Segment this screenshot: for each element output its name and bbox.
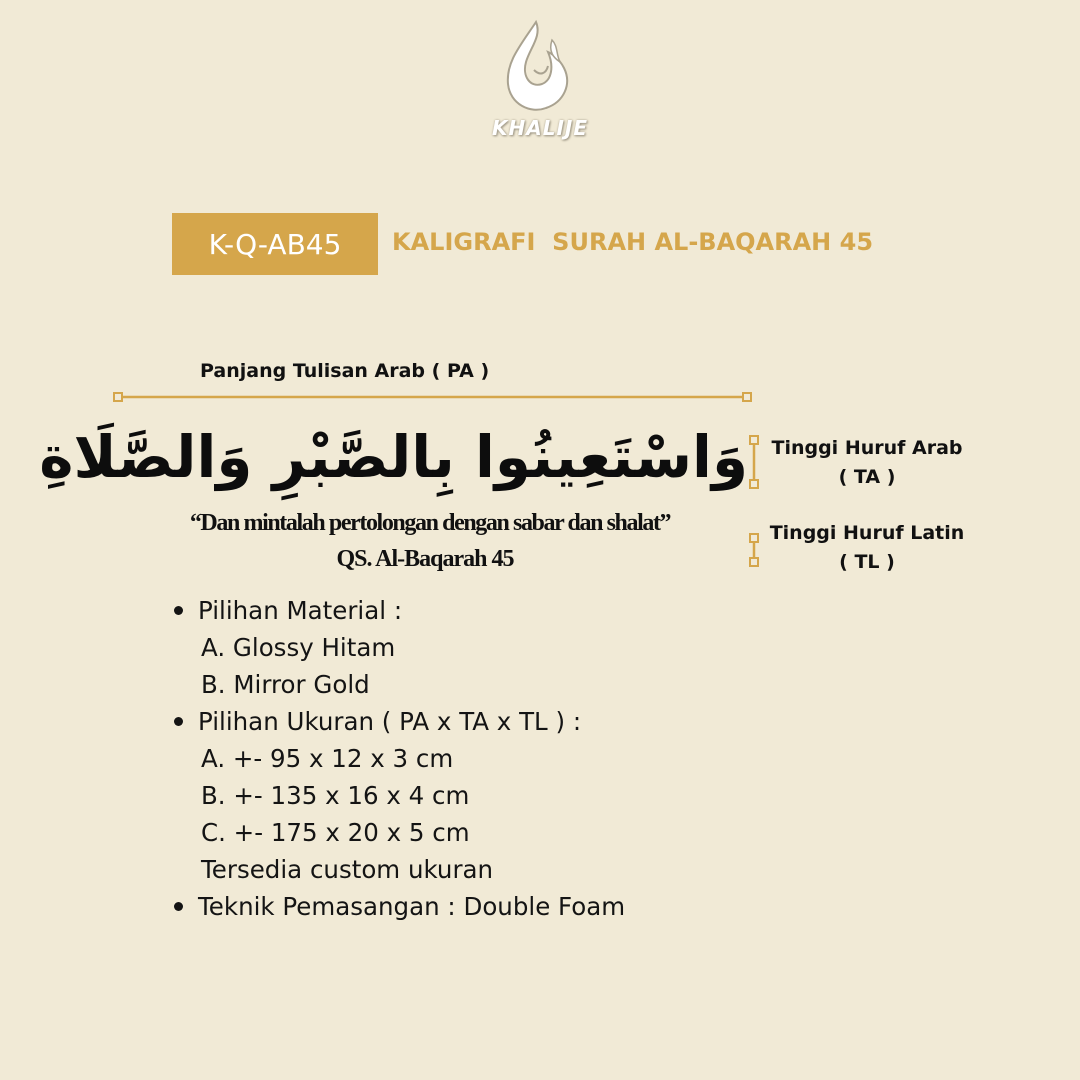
ta-label bbox=[762, 434, 972, 492]
translation-text: “Dan mintalah pertolongan dengan sabar dan shalat” bbox=[189, 510, 671, 536]
size-option: C. +- 175 x 20 x 5 cm bbox=[201, 818, 470, 847]
spec-size bbox=[170, 703, 810, 740]
spec-material bbox=[170, 592, 810, 629]
spec-installation-label: Teknik Pemasangan : Double Foam bbox=[198, 892, 626, 921]
bullet-icon bbox=[174, 717, 183, 726]
ta-label-line2: ( TA ) bbox=[838, 466, 896, 488]
brand-logo bbox=[490, 18, 590, 143]
tl-label-line1: Tinggi Huruf Latin bbox=[769, 522, 965, 544]
tl-label-line2: ( TL ) bbox=[839, 551, 895, 573]
size-option: B. +- 135 x 16 x 4 cm bbox=[201, 781, 470, 810]
material-option: A. Glossy Hitam bbox=[201, 633, 396, 662]
ta-label-line1: Tinggi Huruf Arab bbox=[771, 437, 963, 459]
ta-dimension-line bbox=[746, 432, 762, 492]
tl-label bbox=[762, 519, 972, 577]
logo-text: KHALIJE bbox=[491, 116, 588, 140]
pa-dimension-line bbox=[110, 389, 760, 405]
spec-size-label: Pilihan Ukuran ( PA x TA x TL ) : bbox=[198, 707, 582, 736]
pa-label: Panjang Tulisan Arab ( PA ) bbox=[200, 360, 490, 382]
spec-installation bbox=[170, 888, 810, 925]
spec-list bbox=[170, 592, 810, 925]
spec-material-label: Pilihan Material : bbox=[198, 596, 403, 625]
product-code-badge: K-Q-AB45 bbox=[172, 213, 378, 275]
size-option: A. +- 95 x 12 x 3 cm bbox=[201, 744, 454, 773]
bullet-icon bbox=[174, 902, 183, 911]
size-option: Tersedia custom ukuran bbox=[201, 855, 494, 884]
material-option: B. Mirror Gold bbox=[201, 670, 370, 699]
arabic-calligraphy: وَاسْتَعِينُوا بِالصَّبْرِ وَالصَّلَاةِ bbox=[39, 423, 748, 491]
product-title: KALIGRAFI SURAH AL-BAQARAH 45 bbox=[392, 228, 874, 256]
verse-reference: QS. Al-Baqarah 45 bbox=[336, 546, 514, 572]
bullet-icon bbox=[174, 606, 183, 615]
flame-logo-icon bbox=[490, 18, 590, 118]
